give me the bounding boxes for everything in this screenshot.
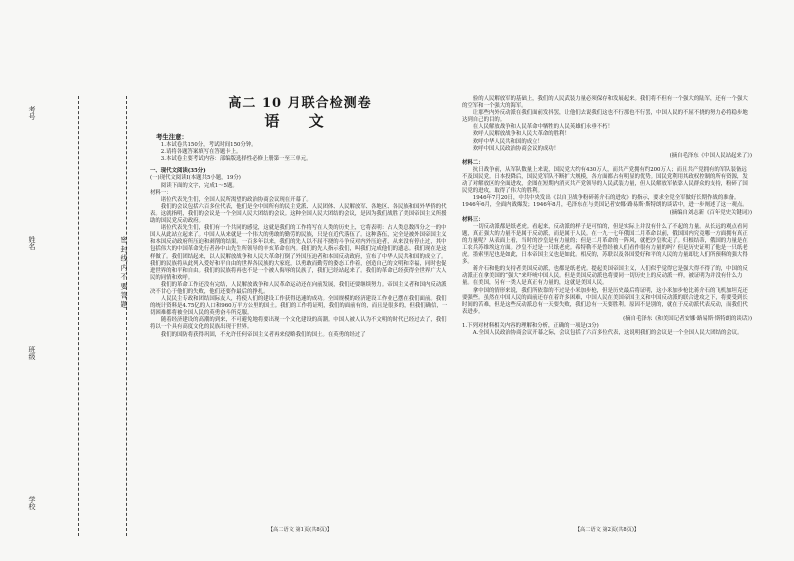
material-2-title: 材料二： (462, 159, 484, 166)
source-3: (摘自毛泽东《和美国记者安娜·路易斯·斯特朗的谈话》) (623, 315, 752, 322)
seal-instruction: 密 封 线 内 不 要 答 题 (120, 236, 128, 308)
slogan: 欢呼中华人民共和国的成立！ (472, 138, 543, 145)
material-1-para: 随着经济建设的高潮的到来，不可避免地将要出现一个文化建设的高潮。中国人被人认为不文明的时代已经过去了，我们将以一个具有高度文化的民族出现于世界。 (150, 317, 447, 331)
page-1 (150, 96, 450, 536)
exam-sheet (96, 96, 754, 536)
material-3-title: 材料三： (462, 216, 484, 223)
material-1-para: 我们的革命工作还没有完结，人民解放战争和人民革命运动还在向前发展，我们还要继续努力。帝国主义者和国内反动派决不甘心于他们的失败，他们还要作最后的挣扎。 (150, 281, 447, 295)
notice-1: 1.本试卷共150分，考试时间150分钟。 (160, 142, 257, 149)
material-2-para: 抗日战争前，从军队数量上来说，国民党大约有430万人，而共产党拥有约200万人；而且共产党拥有的军队装备远不及国民党。日本投降后，国民党军队不断扩大规模，各方面都占有明显的优势。国民党利用其政权控制的所有资源，发动了对解放区的全面进攻，企图在短期内消灭共产党领导的人民武装力量，但人民解放军依靠人民群众的支持，粉碎了国民党的进攻，取得了伟大的胜利。 (462, 166, 748, 195)
slogan: 欢呼人民解放战争和人民大革命的胜利！ (472, 131, 570, 138)
section-heading: 一、现代文阅读(35分) (150, 168, 206, 175)
school-label: 学校 (28, 496, 36, 510)
material-1-continued: 验的人民解放军的基础上，我们的人民武装力量必须保存和发展起来。我们将不但有一个强大的陆军，还有一个强大的空军和一个强大的海军。 (462, 96, 748, 110)
source-1: (摘自毛泽东《中国人民站起来了》) (669, 152, 752, 159)
material-2-para: 1946年7月20日，中共中央发出《以自卫战争粉碎蒋介石的进攻》的指示，要求全党全军做好长期作战的准备。1946年6月，全面内战爆发；1946年8月，毛泽东在与美国记者安娜·路易斯·斯特朗的谈话中，进一步阐述了这一观点。 (462, 195, 748, 209)
notice-2: 2.请将各题答案填写在答题卡上。 (160, 149, 242, 156)
page-footer-1: 【高二语文 第1页(共8页)】 (267, 526, 333, 533)
source-2: (摘编自刘志新《百年党史关键词》) (669, 209, 752, 216)
material-1-continued: 让那些内外反动派在我们面前发抖罢，让他们去说我们这也不行那也不行罢，中国人民的不屈不挠的努力必将稳步地达到自己的目的。 (462, 110, 748, 124)
subsection-heading: (一)现代文阅读Ⅰ(本题共5小题，19分) (150, 175, 241, 182)
exam-title: 高二 10 月联合检测卷 (228, 96, 372, 111)
question-1-option-a: A.全国人民政治协商会议开幕之际，会议包括了六百多位代表，这说明我们的会议是一个全国人民大团结的会议。 (472, 330, 743, 337)
material-1-para: 我们的国防将获得巩固，不允许任何帝国主义者再来侵略我们的国土。在英勇的经过了 (160, 331, 366, 338)
material-1-para: 诸位代表先生们，全国人民所渴望的政治协商会议现在开幕了。 (160, 196, 312, 203)
notice-title: 考生注意： (156, 133, 188, 141)
notice-3: 3.本试卷主要考试内容：部编版选择性必修上册第一至三单元。 (160, 156, 312, 163)
material-1-para: 诸位代表先生们，我们有一个共同的感觉，这就是我们的工作将写在人类的历史上，它将表明：占人类总数四分之一的中国人从此站立起来了。中国人从来就是一个伟大的勇敢的勤劳的民族，只是在近代落伍了。这种落伍，完全是被外国帝国主义和本国反动政府所压迫和剥削的结果。一百多年以来，我们的先人以不屈不挠的斗争反对内外压迫者，从来没有停止过，其中包括伟大的中国革命先行者孙中山先生所领导的辛亥革命在内。我们的先人指示我们，叫我们完成他们的遗志。我们现在是这样做了。我们团结起来，以人民解放战争和人民大革命打倒了外国压迫者和本国反动政府，宣布了中华人民共和国的成立了。我们的民族将从此列入爱好和平自由的世界各民族的大家庭，以勇敢而勤劳的姿态工作着，创造自己的文明和幸福，同时也促进世界的和平和自由。我们的民族将再也不是一个被人侮辱的民族了，我们已经站起来了。我们的革命已经获得全世界广大人民的同情和欢呼。 (150, 225, 447, 281)
material-3-para: 蒋介石和他的支持者美国反动派，也都是纸老虎。提起美国帝国主义，人们似乎觉得它是强大得不得了的，中国的反动派正在拿美国的“强大”来吓唬中国人民。但是美国反动派也将要同一切历史上的反动派一样，被证明为并没有什么力量。在美国，另有一类人是真正有力量的，这就是美国人民。 (462, 266, 748, 287)
question-1: 1.下列对材料相关内容的理解和分析，正确的一项是(3分) (462, 323, 599, 329)
material-3-para: 一切反动派都是纸老虎。看起来，反动派的样子是可怕的，但是实际上并没有什么了不起的力量。从长远的观点看问题，真正强大的力量不是属于反动派，而是属于人民。在一九一七年俄国二月革命以前，俄国国内究竟哪一方面拥有真正的力量呢？从表面上看，当时的沙皇是有力量的；但是二月革命的一阵风，就把沙皇吹走了。归根结蒂，俄国的力量是在工农兵苏维埃这方面。沙皇不过是一只纸老虎。希特勒不是曾经被人们看作很有力量的吗？但是历史证明了他是一只纸老虎。墨索里尼也是如此，日本帝国主义也是如此。相反的，苏联以及各国爱好和平的人民的力量却比人们所预料的强大得多。 (462, 223, 748, 266)
name-label: 姓名 (28, 236, 36, 250)
exam-number-label: 考号 (28, 106, 36, 120)
material-1-title: 材料一： (150, 189, 172, 196)
page-footer-2: 【高二语文 第2页(共8页)】 (574, 526, 640, 533)
slogan: 欢呼中国人民政治协商会议的成功！ (472, 145, 560, 152)
class-label: 班级 (28, 346, 36, 360)
material-1-para: 人民民主专政和团结国际友人，将使人们的建设工作获得迅速的成功。全国规模的经济建设工作业已摆在我们面前。我们的统计资料是4.75亿的人口和960万平方公里的国土。我们的工作将证明，我们的面前有的，而且是很多的，但我们确信，一切困难都将被全国人民的英勇奋斗所克服。 (150, 296, 448, 317)
seal-line-inner (78, 96, 79, 536)
material-3-para: 拿中国的情形来说，我们所依靠的不过是小米加步枪，但是历史最后将证明，这小米加步枪比蒋介石的飞机加坦克还要强些。虽然在中国人民的面前还存在着许多困难，中国人民在美国帝国主义和中国反动派的联合进攻之下，将要受到长时间的苦难，但是这些反动派总有一天要失败，我们总有一天要胜利。原因不是别的，就在于反动派代表反动，而我们代表进步。 (462, 287, 748, 315)
slogan: 在人民解放战争和人民革命中牺牲的人民英雄们永垂不朽！ (472, 124, 613, 131)
subject-title: 语 文 (264, 112, 336, 130)
material-1-para: 我们的会议包括六百多位代表，他们是全中国所有的民主党派、人民团体、人民解放军、各地区、各民族和国外华侨的代表。这就指明，我们的会议是一个全国人民大团结的会议。这种全国人民大团结的会议，是因为我们战胜了美国帝国主义所援助的国民党反动政府。 (150, 203, 447, 225)
reading-instruction: 阅读下面的文字，完成1～5题。 (160, 182, 238, 189)
page-2 (462, 96, 752, 536)
